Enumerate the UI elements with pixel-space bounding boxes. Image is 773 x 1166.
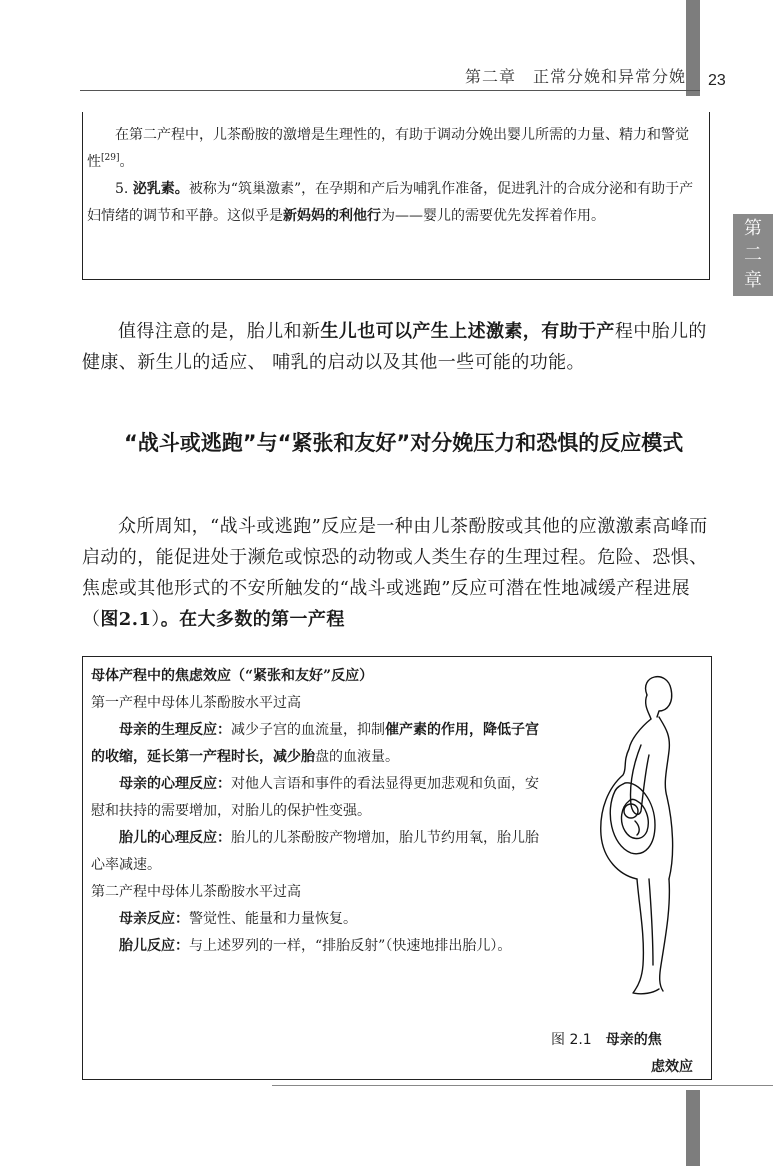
body-paragraph-2: 众所周知，“战斗或逃跑”反应是一种由儿茶酚胺或其他的应激激素高峰而启动的，能促进处于濒危或惊恐的动物或人类生存的生理过程。危险、恐惧、焦虑或其他形式的不安所触发的“战斗或逃跑”反应可潜在性地减缓产程进展（图2.1）。在大多数的第一产程 (82, 516, 708, 630)
figure-caption: 图 2.1 母亲的焦 虑效应 (551, 1032, 693, 1075)
box2-subheading-1: 第一产程中母体儿茶酚胺水平过高 (91, 695, 301, 711)
box2-text (91, 663, 551, 960)
maternal-response-stage2: 母亲反应：警觉性、能量和力量恢复。 (119, 911, 357, 927)
continued-text-box (82, 112, 710, 280)
box1-paragraph-2: 5. 泌乳素。被称为“筑巢激素”，在孕期和产后为哺乳作准备，促进乳汁的合成分泌和有助于产妇情绪的调节和平静。这似乎是新妈妈的利他行为——婴儿的需要优先发挥着作用。 (87, 181, 694, 224)
box1-paragraph-1: 在第二产程中，儿茶酚胺的激增是生理性的，有助于调动分娩出婴儿所需的力量、精力和警觉性[29]。 (87, 127, 689, 170)
figure-reference: 图2.1 (100, 609, 152, 630)
anxiety-effect-box (82, 656, 712, 1080)
prolactin-term: 泌乳素。 (132, 181, 189, 197)
side-tab-char-1: 第 (744, 218, 762, 239)
chapter-side-tab (733, 214, 773, 296)
side-tab-char-2: 二 (744, 244, 762, 265)
box2-subheading-2: 第二产程中母体儿茶酚胺水平过高 (91, 884, 301, 900)
fetal-response: 胎儿的心理反应：胎儿的儿茶酚胺产物增加，胎儿节约用氧，胎儿胎心率减速。 (91, 830, 539, 873)
maternal-psychological-response: 母亲的心理反应：对他人言语和事件的看法显得更加悲观和负面，安慰和扶持的需要增加，对胎儿的保护性变强。 (91, 776, 539, 819)
page-number: 23 (708, 72, 726, 89)
body-paragraph-1: 值得注意的是，胎儿和新生儿也可以产生上述激素，有助于产程中胎儿的健康、新生儿的适应、 哺乳的启动以及其他一些可能的功能。 (82, 321, 707, 373)
pregnant-woman-illustration (579, 665, 709, 1005)
fetal-response-stage2: 胎儿反应：与上述罗列的一样，“排胎反射”（快速地排出胎儿）。 (119, 938, 512, 954)
box2-title: 母体产程中的焦虑效应（“紧张和友好”反应） (91, 668, 374, 684)
section-heading: “战斗或逃跑”与“紧张和友好”对分娩压力和恐惧的反应模式 (124, 431, 684, 455)
maternal-physiological-response: 母亲的生理反应：减少子宫的血流量，抑制催产素的作用，降低子宫的收缩，延长第一产程时长，减少胎盘的血液量。 (91, 722, 539, 765)
header-rule (80, 90, 700, 91)
top-bar-decoration (686, 0, 700, 96)
footer-rule (272, 1085, 773, 1086)
running-header: 第二章 正常分娩和异常分娩 (464, 67, 686, 86)
side-tab-char-3: 章 (744, 270, 762, 291)
bottom-bar-decoration (686, 1090, 700, 1166)
citation-ref: [29] (101, 153, 120, 163)
